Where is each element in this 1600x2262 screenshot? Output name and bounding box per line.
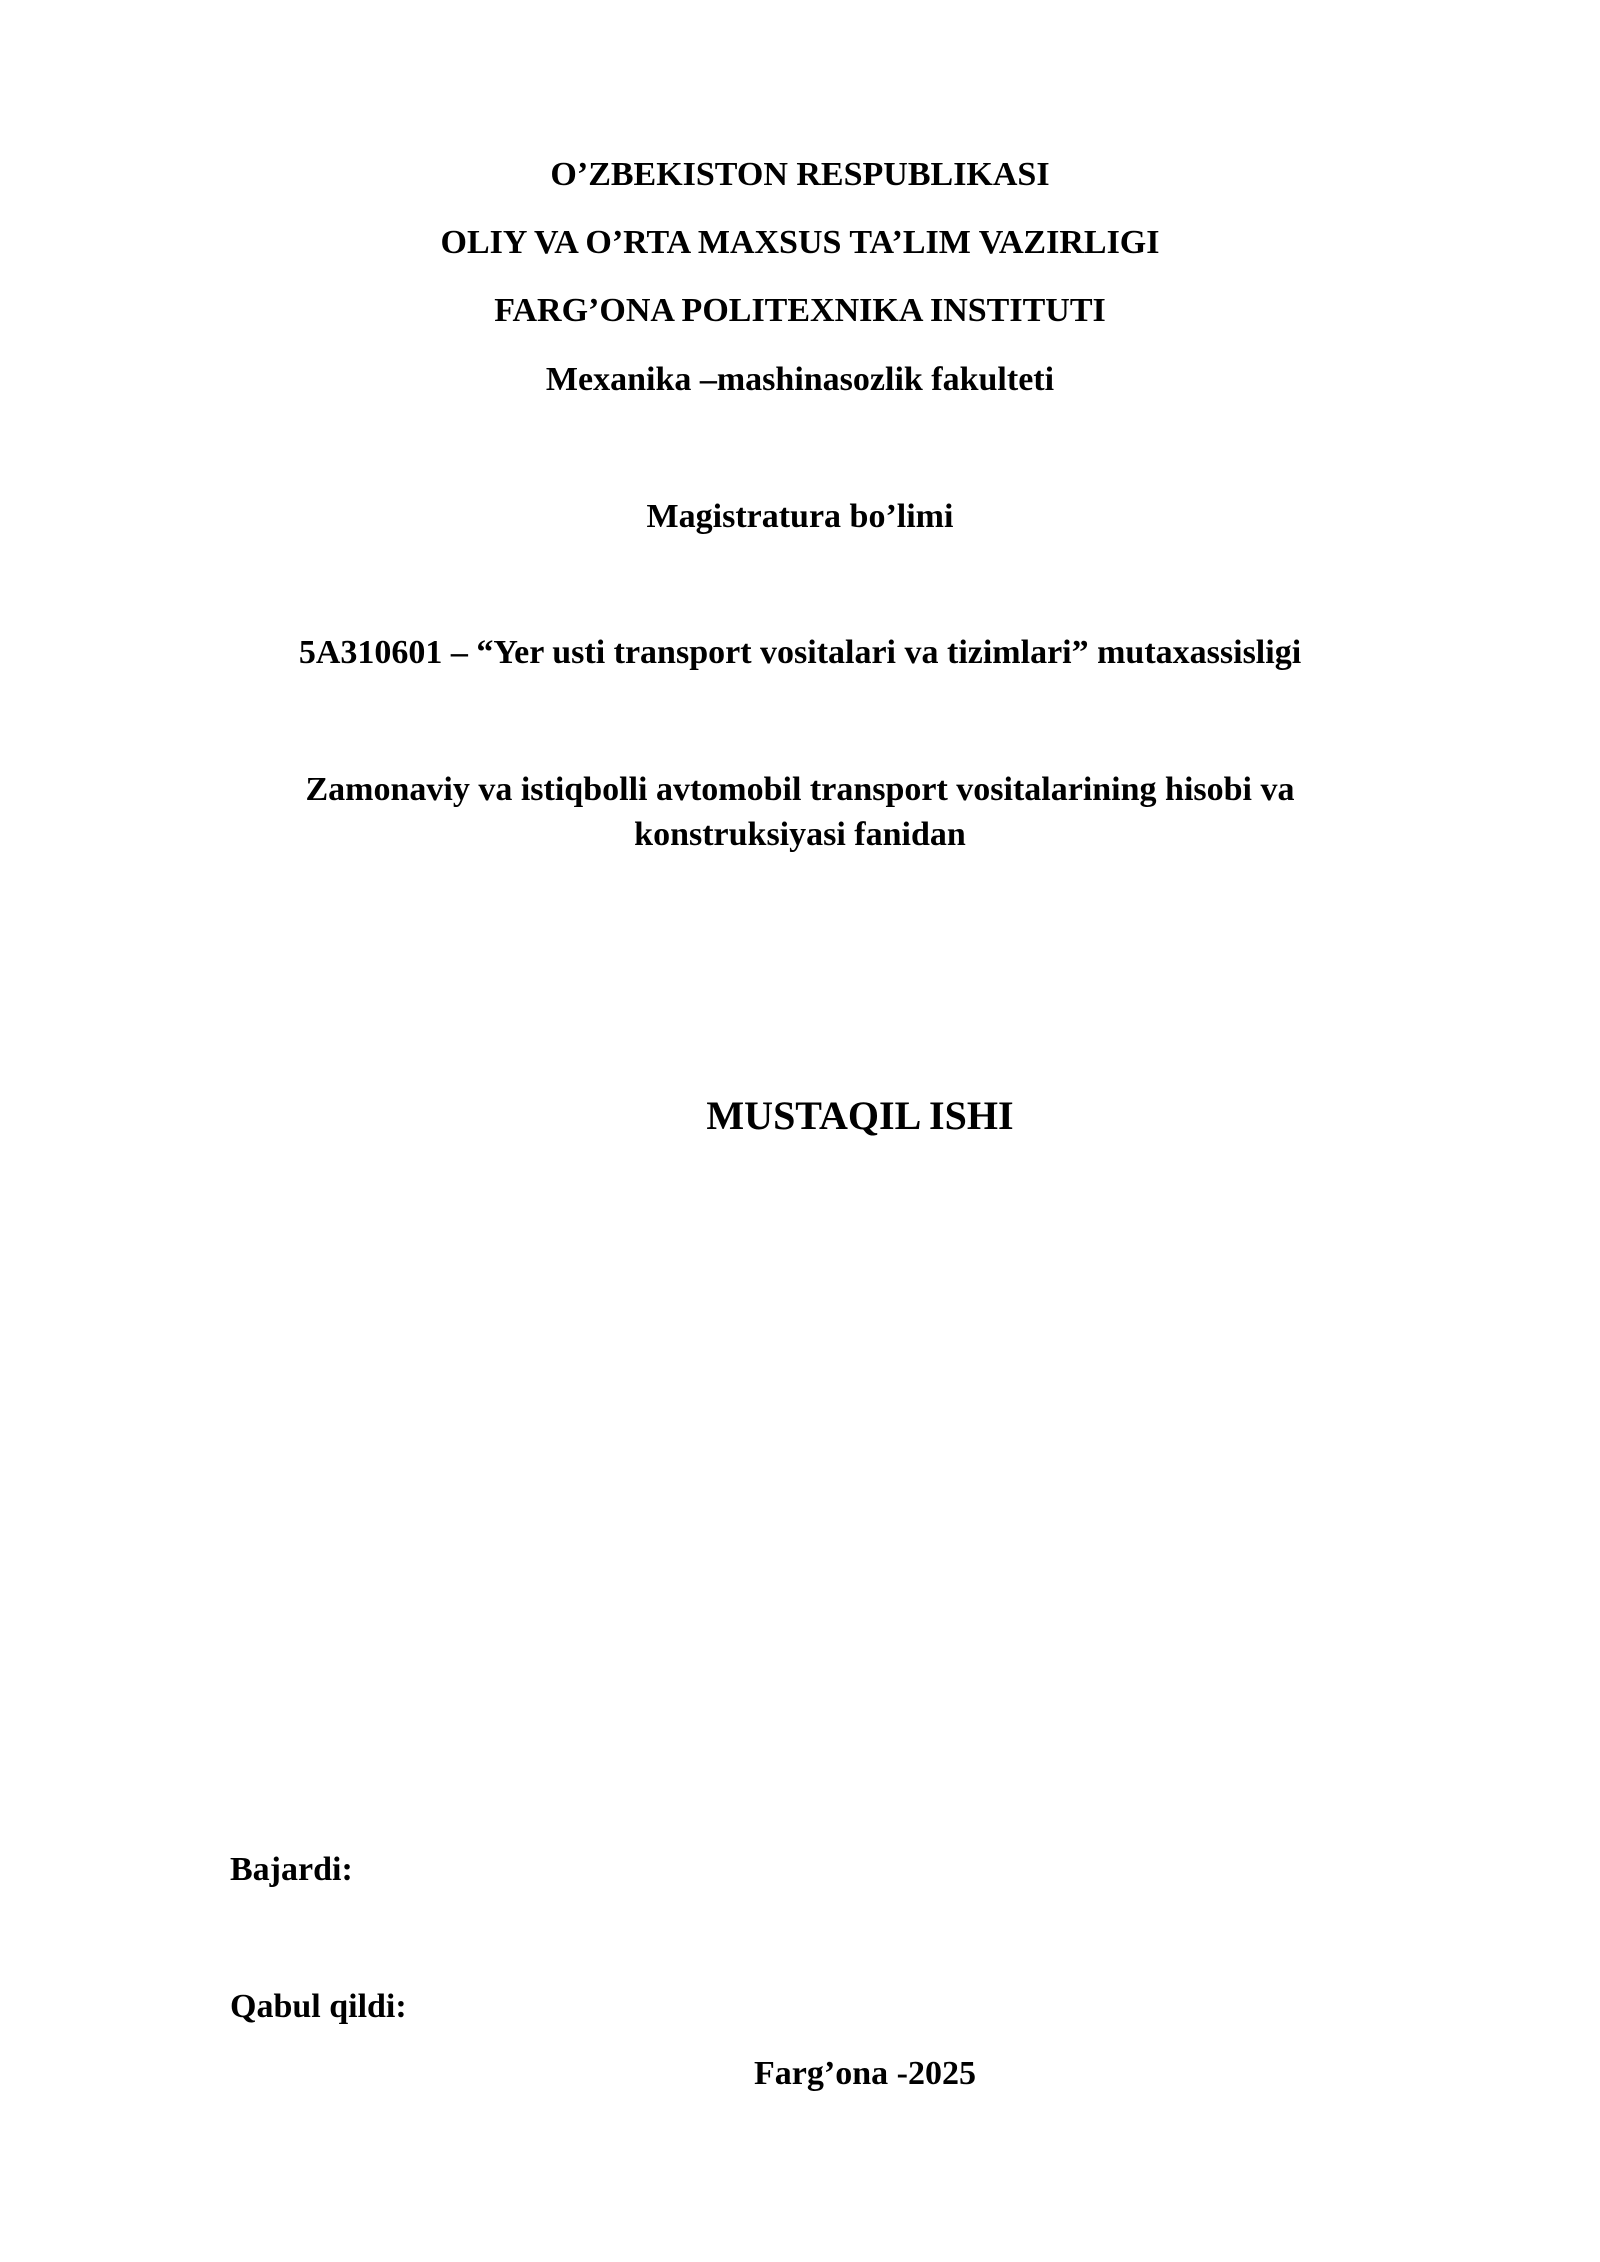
department-heading: Magistratura bo’limi [646,498,954,535]
city-year: Farg’ona -2025 [754,2055,976,2092]
specialty-heading: 5A310601 – “Yer usti transport vositalari va tizimlari” mutaxassisligi [298,634,1302,671]
performed-by-label: Bajardi: [230,1851,353,1888]
subject-line-2: konstruksiyasi fanidan [634,816,966,853]
republic-heading: O’ZBEKISTON RESPUBLIKASI [550,156,1050,193]
document-title: MUSTAQIL ISHI [706,1093,1014,1138]
accepted-by-label: Qabul qildi: [230,1988,407,2025]
subject-line-1: Zamonaviy va istiqbolli avtomobil transport vositalarining hisobi va [305,771,1295,808]
ministry-heading: OLIY VA O’RTA MAXSUS TA’LIM VAZIRLIGI [440,224,1160,261]
faculty-heading: Mexanika –mashinasozlik fakulteti [545,361,1055,398]
institute-heading: FARG’ONA POLITEXNIKA INSTITUTI [494,292,1106,329]
